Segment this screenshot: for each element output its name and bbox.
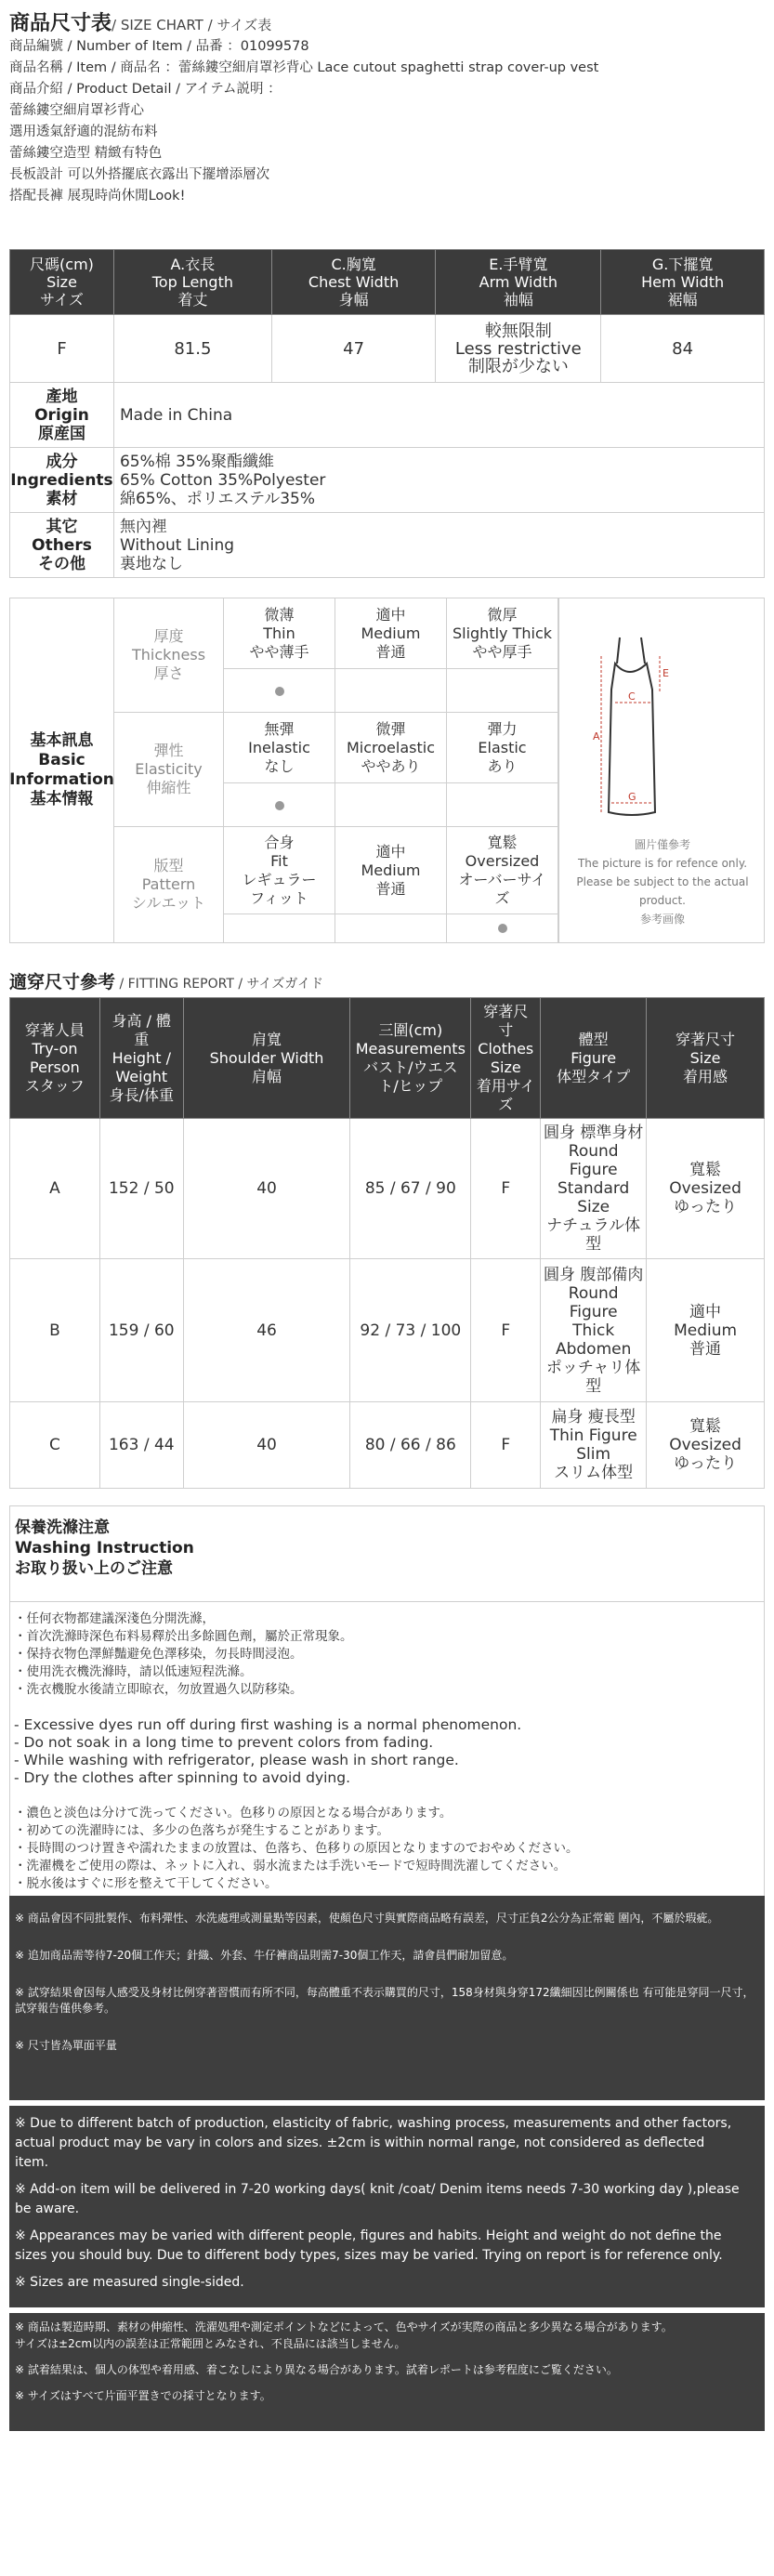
fit-feel-cell [647, 1119, 765, 1259]
origin-row [10, 383, 765, 448]
header-line: Height / [112, 1048, 171, 1067]
option-line: ズ [494, 888, 510, 907]
table-row [10, 1119, 765, 1259]
caption-line: product. [639, 894, 686, 907]
attribute-grid [114, 598, 558, 942]
option-oversized [447, 827, 558, 914]
header-line: Top Length [151, 273, 233, 291]
washing-line: ・首次洗滌時深色布料易釋於出多餘圓色劑，屬於正常現象。 [14, 1629, 353, 1644]
header-line: 体型タイプ [557, 1067, 631, 1085]
indicator-cell [447, 669, 558, 713]
header-line: 三圍(cm) [378, 1020, 443, 1039]
note-line: サイズは±2cm以内の誤差は正常範囲とみなされ、不良品には該当しません。 [15, 2337, 406, 2350]
note-line: ※ 試着結果は、個人の体型や着用感、着こなしにより異なる場合があります。試着レポートは参考程度にご覧ください。 [15, 2363, 618, 2376]
arm-width-line: Less restrictive [454, 338, 582, 359]
header-line: Figure [571, 1048, 617, 1067]
notes-english [15, 2114, 761, 2293]
value-line: Without Lining [119, 535, 235, 555]
label-line: Elasticity [135, 760, 203, 778]
height-weight-cell: 152 / 50 [99, 1119, 183, 1259]
label-line: 厚さ [153, 664, 184, 682]
option-line: Inelastic [248, 738, 310, 756]
figure-line: Figure [569, 1161, 618, 1179]
header-line: Measurements [355, 1039, 466, 1058]
option-line: Fit [270, 851, 288, 870]
label-line: Others [32, 535, 92, 555]
spacer [14, 1787, 762, 1805]
indicator-cell [335, 783, 447, 827]
note-line: ※ 試穿結果會因每人感受及身材比例穿著習慣而有所不同，每高體重不表示購買的尺寸，158身材與身穿172纖細因比例關係也 有可能是穿同一尺寸，試穿報告僅供參考。 [15, 1986, 754, 2015]
figure-line: Thin Figure [549, 1426, 637, 1445]
diagram-letter-a: A [593, 730, 600, 743]
header-line: 肩寬 [252, 1030, 282, 1048]
heading-line: 保養洗滌注意 [15, 1518, 110, 1537]
title-main: 商品尺寸表 [9, 12, 112, 35]
option-thin [224, 598, 335, 669]
option-line: やや薄手 [249, 642, 309, 661]
label-line: 彈性 [153, 742, 184, 759]
note-line: item. [15, 2155, 49, 2170]
note-line: be aware. [15, 2201, 80, 2216]
header-line: 袖幅 [503, 291, 533, 309]
header-line: 着丈 [177, 291, 208, 309]
option-line: 微薄 [264, 605, 295, 624]
label-line: Thickness [131, 646, 206, 664]
height-weight-cell: 159 / 60 [99, 1259, 183, 1402]
others-label [10, 513, 114, 578]
option-inelastic [224, 713, 335, 783]
size-cell: F [471, 1119, 541, 1259]
indicator-cell [335, 669, 447, 713]
header-top-length [113, 250, 271, 315]
chest-width-value: 47 [271, 315, 436, 383]
label-line: 產地 [46, 387, 78, 406]
value-line: 綿65%、ポリエステル35% [119, 489, 316, 508]
header-person [10, 998, 100, 1119]
heading-line: お取り扱い上のご注意 [15, 1559, 173, 1578]
figure-cell [541, 1119, 647, 1259]
label-line: Ingredients [10, 470, 113, 490]
option-line: レギュラー [242, 870, 317, 888]
header-line: Size [689, 1048, 721, 1067]
note-line: actual product may be vary in colors and sizes. ±2cm is within normal range, not considered as deflected [15, 2136, 705, 2150]
washing-line: ・使用洗衣機洗滌時，請以低速短程洗滌。 [14, 1664, 253, 1679]
value-line: 裏地なし [119, 554, 183, 573]
header-line: C.胸寬 [331, 256, 376, 273]
figure-line: 圓身 腹部備肉 [543, 1265, 644, 1284]
divider [10, 1601, 764, 1602]
height-weight-cell: 163 / 44 [99, 1402, 183, 1489]
feel-line: 寬鬆 [689, 1161, 722, 1179]
divider [9, 2100, 765, 2106]
garment-diagram [558, 598, 765, 942]
label-line: 基本情報 [30, 790, 94, 808]
tank-top-diagram [559, 598, 766, 831]
table-row [10, 1259, 765, 1402]
feel-line: ゆったり [674, 1454, 737, 1473]
washing-line: - Excessive dyes run off during first washing is a normal phenomenon. [14, 1716, 522, 1733]
hem-width-value: 84 [601, 315, 765, 383]
selected-indicator [275, 687, 284, 696]
header-line: 穿著尺寸 [676, 1030, 736, 1048]
option-fit [224, 827, 335, 914]
figure-line: Size [577, 1198, 610, 1216]
item-name: 商品名稱 / Item / 商品名 ：蕾絲鏤空細肩罩衫背心 Lace cutout spaghetti strap cover-up vest [9, 60, 599, 75]
elasticity-row [114, 713, 558, 827]
header-shoulder [183, 998, 350, 1119]
figure-line: Figure [569, 1302, 618, 1321]
origin-value [113, 383, 764, 448]
header-height-weight [99, 998, 183, 1119]
header-line: Chest Width [308, 273, 400, 291]
header-line: 着用感 [683, 1067, 728, 1085]
header-arm-width [436, 250, 601, 315]
note-line: ※ 商品會因不同批製作、布料彈性、水洗處理或測量點等因素，使顏色尺寸與實際商品略有誤差，尺寸正負2公分為正常範 圍內，不屬於瑕疵。 [15, 1912, 719, 1925]
selected-indicator [498, 924, 507, 933]
header-line: 寸 [498, 1020, 514, 1039]
option-slightly-thick [447, 598, 558, 669]
option-line: 微厚 [487, 605, 518, 624]
others-value [113, 513, 764, 578]
header-line: Size [46, 273, 77, 291]
header-line: 尺碼(cm) [30, 256, 94, 273]
measurements-cell: 92 / 73 / 100 [350, 1259, 471, 1402]
option-line: 微彈 [375, 719, 406, 738]
pattern-row [114, 827, 558, 942]
product-detail-label: 商品介紹 / Product Detail / アイテム説明 ： [9, 82, 282, 97]
washing-line: - Do not soak in a long time to prevent colors from fading. [14, 1734, 434, 1751]
fitting-title-sub: / FITTING REPORT / サイズガイド [115, 977, 323, 992]
header-line: G.下擺寬 [651, 256, 714, 273]
header-clothes-size [471, 998, 541, 1119]
figure-line: Round [568, 1283, 619, 1303]
label-line: 原産国 [37, 424, 85, 443]
option-line: Medium [361, 861, 421, 879]
ingredients-row [10, 448, 765, 513]
note-line: sizes you should buy. Due to different body types, sizes may be varied. Trying on report is for reference only. [15, 2248, 723, 2263]
option-line: 適中 [375, 605, 406, 624]
figure-line: 型 [585, 1235, 602, 1254]
washing-line: ・保持衣物色澤鮮豔避免色澤移染，勿長時間浸泡。 [14, 1647, 303, 1662]
option-line: Slightly Thick [452, 624, 553, 642]
thickness-row [114, 598, 558, 713]
washing-line: ・任何衣物都建議深淺色分開洗滌， [14, 1611, 215, 1626]
measurements-cell: 85 / 67 / 90 [350, 1119, 471, 1259]
elasticity-label [114, 713, 224, 826]
option-line: Medium [361, 624, 421, 642]
option-line: フィット [250, 888, 308, 907]
fitting-title-main: 適穿尺寸參考 [9, 972, 116, 992]
fit-feel-cell [647, 1259, 765, 1402]
header-line: サイズ [40, 291, 84, 309]
header-line: Shoulder Width [209, 1048, 324, 1067]
header-line: Hem Width [641, 273, 725, 291]
caption-line: 参考画像 [639, 913, 685, 926]
measurements-cell: 80 / 66 / 86 [350, 1402, 471, 1489]
pattern-label [114, 827, 224, 942]
figure-line: Round [568, 1142, 619, 1161]
option-line: 普通 [375, 879, 406, 898]
notes-panel [9, 1896, 765, 2431]
header-line: 身長/体重 [109, 1085, 174, 1104]
option-line: やや厚手 [472, 642, 532, 661]
header-line: 身高 / 體 [112, 1011, 172, 1030]
diagram-caption [559, 835, 766, 928]
note-line: ※ Due to different batch of production, elasticity of fabric, washing process, measurements and other factors, [15, 2116, 732, 2131]
option-line: オーバーサイ [458, 870, 546, 888]
washing-line: ・初めての洗濯時には、多少の色落ちが発生することがあります。 [14, 1823, 389, 1838]
diagram-letter-c: C [628, 690, 636, 703]
feel-line: ゆったり [674, 1198, 737, 1216]
header-line: Try-on [32, 1039, 78, 1058]
header-line: 穿著人員 [24, 1020, 85, 1039]
figure-cell [541, 1259, 647, 1402]
notes-japanese [15, 2319, 761, 2404]
header-line: Person [30, 1058, 80, 1076]
basic-information [9, 598, 765, 943]
note-line: ※ 尺寸皆為單面平量 [15, 2039, 117, 2052]
figure-line: 扁身 瘦長型 [551, 1408, 636, 1426]
note-line: ※ サイズはすべて片面平置きでの採寸となります。 [15, 2389, 271, 2402]
option-line: 無彈 [264, 719, 295, 738]
others-row [10, 513, 765, 578]
header-line: 穿著尺 [483, 1002, 529, 1020]
label-line: 成分 [46, 452, 78, 471]
table-row [10, 1402, 765, 1489]
indicator-cell [224, 669, 335, 713]
header-figure [541, 998, 647, 1119]
label-line: 厚度 [153, 627, 184, 645]
figure-line: 型 [585, 1376, 602, 1396]
feel-line: Ovesized [669, 1436, 741, 1454]
label-line: 其它 [46, 517, 78, 536]
washing-line: ・脱水後はすぐに形を整えて干してください。 [14, 1876, 278, 1891]
option-elastic [447, 713, 558, 783]
header-size [10, 250, 114, 315]
label-line: シルエット [131, 894, 206, 912]
figure-line: 圓身 標準身材 [543, 1124, 644, 1142]
indicator-cell [224, 914, 335, 942]
header-line: 身幅 [338, 291, 369, 309]
caption-line: Please be subject to the actual [576, 875, 749, 888]
size-chart-header [9, 7, 765, 207]
option-line: 彈力 [487, 719, 518, 738]
figure-line: Standard [558, 1179, 630, 1198]
option-line: 合身 [264, 833, 295, 851]
feel-line: Ovesized [669, 1179, 741, 1198]
selected-indicator [275, 801, 284, 810]
note-line: ※ Add-on item will be delivered in 7-20 working days( knit /coat/ Denim items needs 7-30 working day ),please [15, 2182, 740, 2197]
shoulder-cell: 46 [183, 1259, 350, 1402]
feel-line: 適中 [689, 1302, 722, 1321]
ingredients-value [113, 448, 764, 513]
value-line: Made in China [119, 405, 233, 425]
divider [9, 2307, 765, 2313]
origin-label [10, 383, 114, 448]
header-line: 體型 [578, 1030, 609, 1048]
label-line: 素材 [46, 489, 78, 508]
heading-line: Washing Instruction [15, 1539, 194, 1557]
option-line: ややあり [361, 756, 421, 775]
caption-line: 圖片僅參考 [634, 838, 690, 851]
option-microelastic [335, 713, 447, 783]
indicator-cell [335, 914, 447, 942]
label-line: Pattern [141, 875, 196, 893]
feel-line: 寬鬆 [689, 1417, 722, 1436]
option-line: 寬鬆 [487, 833, 518, 851]
header-line: Size [490, 1058, 521, 1076]
header-line: A.衣長 [170, 256, 216, 273]
header-line: Arm Width [479, 273, 558, 291]
figure-line: ポッチャリ体 [545, 1358, 641, 1377]
diagram-letter-e: E [662, 667, 669, 679]
label-line: Basic [38, 751, 85, 769]
arm-width-value [436, 315, 601, 383]
washing-line: - While washing with refrigerator, please wash in short range. [14, 1752, 459, 1768]
header-line: Clothes [478, 1039, 534, 1058]
header-line: 肩幅 [252, 1067, 282, 1085]
washing-body [14, 1610, 762, 1893]
size-cell: F [471, 1259, 541, 1402]
figure-line: Abdomen [555, 1339, 632, 1359]
option-line: Microelastic [346, 738, 435, 756]
header-line: 裾幅 [667, 291, 698, 309]
option-line: 普通 [375, 642, 406, 661]
page-title [9, 7, 765, 36]
option-medium [335, 598, 447, 669]
fitting-table-header [10, 998, 765, 1119]
header-line: 着用サイ [476, 1076, 535, 1095]
note-line: ※ 商品は製造時期、素材の伸縮性、洗濯処理や測定ポイントなどによって、色やサイズが実際の商品と多少異なる場合があります。 [15, 2320, 673, 2333]
top-length-value: 81.5 [113, 315, 271, 383]
person-cell: C [10, 1402, 100, 1489]
figure-line: スリム体型 [554, 1464, 634, 1482]
notes-chinese [15, 1896, 761, 2054]
washing-instruction [9, 1505, 765, 1905]
figure-line: ナチュラル体 [546, 1216, 641, 1235]
note-line: ※ 追加商品需等待7-20個工作天；針織、外套、牛仔褲商品則需7-30個工作天，請會員們耐加留意。 [15, 1949, 514, 1962]
option-line: なし [264, 756, 295, 775]
product-detail-line: 選用透氣舒適的混紡布料 [9, 125, 158, 139]
washing-line: ・洗濯機をご使用の際は、ネットに入れ、弱水流または手洗いモードで短時間洗濯してください。 [14, 1859, 567, 1873]
header-hem-width [601, 250, 765, 315]
figure-line: Slim [576, 1445, 611, 1464]
title-sub: / SIZE CHART / サイズ表 [112, 17, 272, 33]
washing-heading [10, 1506, 764, 1579]
label-line: 伸縮性 [146, 779, 191, 796]
label-line: 基本訊息 [30, 731, 94, 750]
caption-line: The picture is for refence only. [577, 857, 748, 870]
note-line: ※ Appearances may be varied with different people, figures and habits. Height and weight do not define the [15, 2228, 722, 2243]
label-line: Information [9, 770, 114, 789]
table-row [10, 315, 765, 383]
shoulder-cell: 40 [183, 1119, 350, 1259]
washing-line: ・長時間のつけ置きや濡れたままの放置は、色落ち、色移りの原因となりますのでおやめください。 [14, 1841, 579, 1856]
indicator-cell [224, 783, 335, 827]
value-line: 65% Cotton 35%Polyester [119, 470, 326, 490]
header-line: バスト/ウエス [363, 1058, 458, 1076]
feel-line: Medium [674, 1321, 738, 1340]
label-line: 版型 [153, 857, 184, 874]
washing-line: - Dry the clothes after spinning to avoid dying. [14, 1769, 351, 1786]
fitting-report-title [9, 968, 323, 993]
header-line: スタッフ [24, 1076, 85, 1095]
diagram-letter-g: G [628, 791, 636, 803]
arm-width-line: 制限が少ない [467, 356, 569, 376]
spacer [14, 1699, 762, 1716]
indicator-cell [447, 914, 558, 942]
option-line: あり [487, 756, 518, 775]
size-table [9, 249, 765, 578]
value-line: 65%棉 35%聚酯纖維 [119, 452, 274, 471]
feel-line: 普通 [689, 1339, 722, 1359]
label-line: その他 [37, 554, 85, 573]
person-cell: A [10, 1119, 100, 1259]
header-fit-feel [647, 998, 765, 1119]
option-line: Elastic [478, 738, 527, 756]
value-line: 無內裡 [119, 517, 167, 536]
header-line: ズ [498, 1095, 514, 1113]
arm-width-line: 較無限制 [484, 321, 552, 341]
basic-info-label [10, 598, 114, 942]
header-measurements [350, 998, 471, 1119]
header-line: 重 [134, 1030, 150, 1048]
product-info [9, 36, 765, 207]
header-line: Weight [115, 1067, 168, 1085]
note-line: ※ Sizes are measured single-sided. [15, 2275, 244, 2290]
product-detail-line: 蕾絲鏤空造型 精緻有特色 [9, 146, 163, 161]
size-table-header [10, 250, 765, 315]
option-medium [335, 827, 447, 914]
product-detail-line: 長板設計 可以外搭擺底衣露出下擺增添層次 [9, 167, 270, 182]
header-line: ト/ヒップ [378, 1076, 443, 1095]
indicator-cell [447, 783, 558, 827]
option-line: 適中 [375, 842, 406, 861]
ingredients-label [10, 448, 114, 513]
size-cell: F [471, 1402, 541, 1489]
washing-line: ・洗衣機脫水後請立即晾衣，勿放置過久以防移染。 [14, 1682, 303, 1697]
product-detail-line: 蕾絲鏤空細肩罩衫背心 [9, 103, 144, 118]
thickness-label [114, 598, 224, 712]
item-number: 商品編號 / Number of Item / 品番 ：01099578 [9, 39, 309, 54]
size-value: F [10, 315, 114, 383]
washing-line: ・濃色と淡色は分けて洗ってください。色移りの原因となる場合があります。 [14, 1806, 453, 1820]
fitting-table [9, 997, 765, 1489]
fit-feel-cell [647, 1402, 765, 1489]
option-line: Oversized [465, 851, 540, 870]
person-cell: B [10, 1259, 100, 1402]
figure-cell [541, 1402, 647, 1489]
header-chest-width [271, 250, 436, 315]
label-line: Origin [34, 405, 89, 425]
figure-line: Thick [572, 1321, 615, 1340]
shoulder-cell: 40 [183, 1402, 350, 1489]
option-line: Thin [263, 624, 295, 642]
product-detail-line: 搭配長褲 展現時尚休閒Look! [9, 189, 186, 204]
header-line: E.手臂寬 [489, 256, 548, 273]
